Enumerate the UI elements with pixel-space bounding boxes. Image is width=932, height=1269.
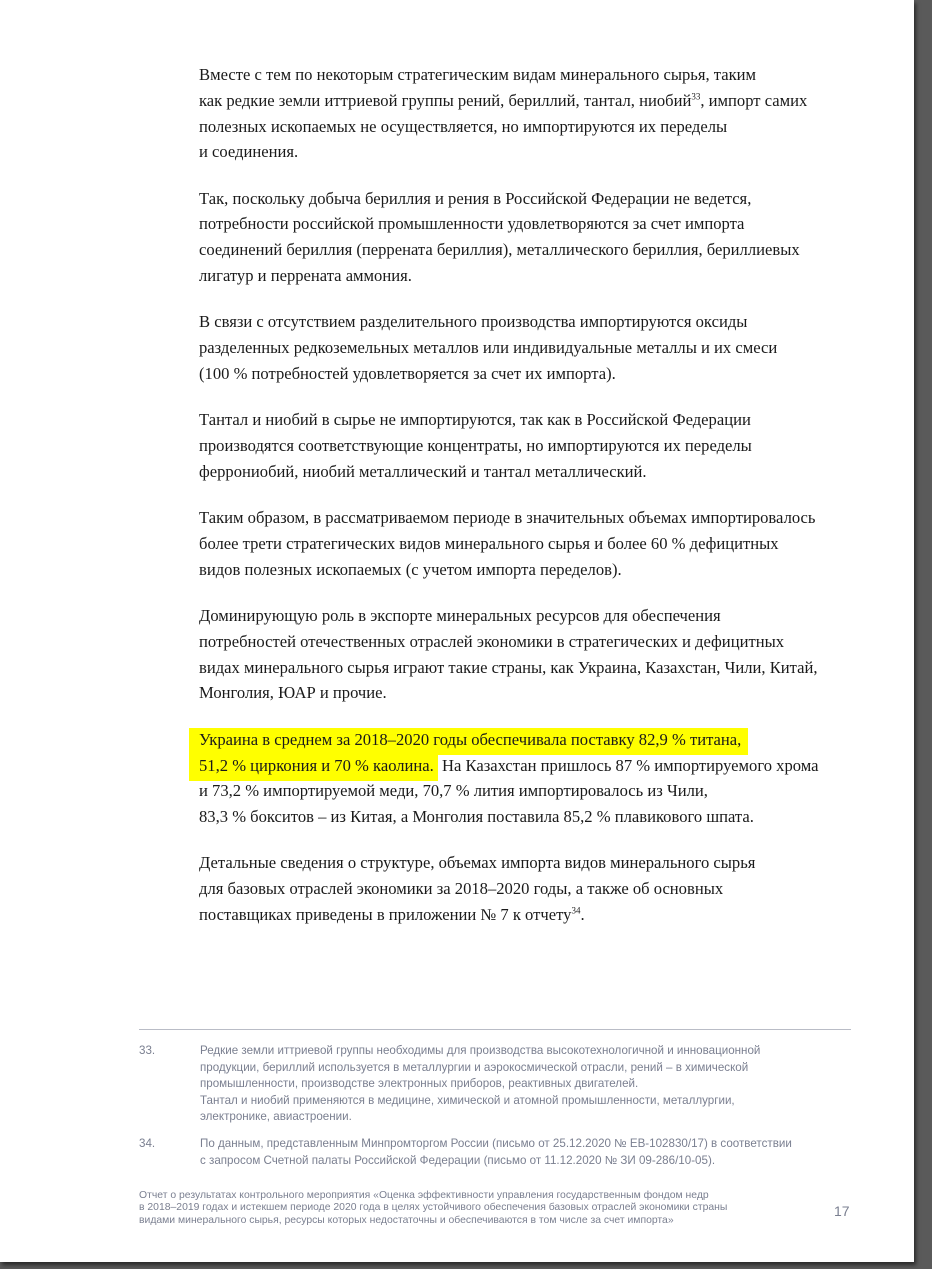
footnote-text: [200, 1136, 851, 1169]
text-line: [199, 727, 864, 753]
footnote-line: Тантал и ниобий применяются в медицине, химической и атомной промышленности, металлургии,: [200, 1093, 735, 1107]
footnote-ref[interactable]: 34: [571, 905, 581, 916]
footnote-number: 34.: [139, 1136, 156, 1150]
footnote-line: Редкие земли иттриевой группы необходимы для производства высокотехнологичной и инновационной: [200, 1044, 761, 1057]
text-line: Тантал и ниобий в сырье не импортируются, так как в Российской Федерации: [199, 410, 751, 430]
footnote-line: с запросом Счетной палаты Российской Федерации (письмо от 11.12.2020 № ЗИ 09-286/10-05).: [200, 1153, 716, 1167]
footnote-text: [200, 1043, 851, 1126]
text-line: разделенных редкоземельных металлов или индивидуальные металлы и их смеси: [199, 338, 778, 358]
text-line: Детальные сведения о структуре, объемах импорта видов минерального сырья: [199, 853, 756, 873]
footer-line: видами минерального сырья, ресурсы которых недостаточны и обеспечиваются в том числе за счет импорта»: [139, 1214, 674, 1226]
text-line: и 73,2 % импортируемой меди, 70,7 % лития импортировалось из Чили,: [199, 781, 708, 801]
footnote: [139, 1043, 851, 1126]
text-line: [199, 753, 864, 779]
text-segment: , импорт самих: [700, 90, 808, 110]
text-line: лигатур и перрената аммония.: [199, 266, 412, 286]
text-line: (100 % потребностей удовлетворяется за счет их импорта).: [199, 363, 616, 383]
text-line: потребностей отечественных отраслей экономики в стратегических и дефицитных: [199, 631, 785, 651]
paragraph: [199, 309, 864, 386]
text-line: 83,3 % бокситов – из Китая, а Монголия поставила 85,2 % плавикового шпата.: [199, 807, 754, 827]
footnote-ref[interactable]: 33: [691, 91, 701, 102]
text-line: Таким образом, в рассматриваемом периоде в значительных объемах импортировалось: [199, 508, 816, 528]
paragraph-highlighted: [199, 727, 864, 830]
footnote-number: 33.: [139, 1044, 156, 1057]
footnote-line: электронике, авиастроении.: [200, 1110, 352, 1124]
text-line: видов полезных ископаемых (с учетом импорта переделов).: [199, 559, 622, 579]
text-line: потребности российской промышленности удовлетворяются за счет импорта: [199, 214, 745, 234]
text-line: Доминирующую роль в экспорте минеральных ресурсов для обеспечения: [199, 606, 721, 626]
text-line: производятся соответствующие концентраты, но импортируются их переделы: [199, 436, 752, 456]
paragraph: [199, 850, 864, 927]
text-line: полезных ископаемых не осуществляется, но импортируются их переделы: [199, 116, 728, 136]
text-segment: .: [580, 905, 585, 925]
paragraph: [199, 62, 864, 165]
text-line: более трети стратегических видов минерального сырья и более 60 % дефицитных: [199, 533, 779, 553]
paragraph: [199, 407, 864, 484]
footnote-line: продукции, бериллий используется в металлургии и аэрокосмической отрасли, рений – в химической: [200, 1060, 749, 1074]
text-line: Так, поскольку добыча бериллия и рения в Российской Федерации не ведется,: [199, 188, 752, 208]
footnote-line: По данным, представленным Минпромторгом России (письмо от 25.12.2020 № ЕВ-102830/17) в соответствии: [200, 1136, 792, 1150]
page-number: 17: [834, 1203, 850, 1219]
paragraph: [199, 505, 864, 582]
text-line: В связи с отсутствием разделительного производства импортируются оксиды: [199, 312, 748, 332]
paragraph: [199, 603, 864, 706]
footer-line: Отчет о результатах контрольного мероприятия «Оценка эффективности управления государственным фондом недр: [139, 1190, 709, 1201]
page-footer: [139, 1190, 779, 1227]
footnotes: [139, 1043, 851, 1179]
footnote: [139, 1136, 851, 1169]
text-line: видах минерального сырья играют такие страны, как Украина, Казахстан, Чили, Китай,: [199, 657, 818, 677]
body-text: [199, 62, 864, 948]
footnote-divider: [139, 1029, 851, 1030]
text-line: для базовых отраслей экономики за 2018–2020 годы, а также об основных: [199, 879, 724, 899]
text-line: Вместе с тем по некоторым стратегическим видам минерального сырья, таким: [199, 65, 757, 84]
text-segment: как редкие земли иттриевой группы рений, бериллий, тантал, ниобий: [199, 90, 692, 110]
text-line: Монголия, ЮАР и прочие.: [199, 683, 387, 703]
text-line: [199, 902, 864, 928]
text-segment: На Казахстан пришлось 87 % импортируемого хрома: [437, 755, 819, 775]
paragraph: [199, 186, 864, 289]
text-line: и соединения.: [199, 142, 299, 162]
footer-line: в 2018–2019 годах и истекшем периоде 2020 года в целях устойчивого обеспечения базовых отраслей экономики страны: [139, 1202, 728, 1214]
text-line: [199, 88, 864, 114]
footnote-line: промышленности, производстве электронных приборов, реактивных двигателей.: [200, 1077, 639, 1091]
highlighted-text[interactable]: 51,2 % циркония и 70 % каолина.: [189, 754, 438, 781]
text-segment: поставщиках приведены в приложении № 7 к отчету: [199, 905, 572, 925]
highlighted-text[interactable]: Украина в среднем за 2018–2020 годы обеспечивала поставку 82,9 % титана,: [189, 728, 748, 755]
text-line: соединений бериллия (перрената бериллия), металлического бериллия, бериллиевых: [199, 240, 800, 260]
text-line: феррониобий, ниобий металлический и тантал металлический.: [199, 461, 647, 481]
